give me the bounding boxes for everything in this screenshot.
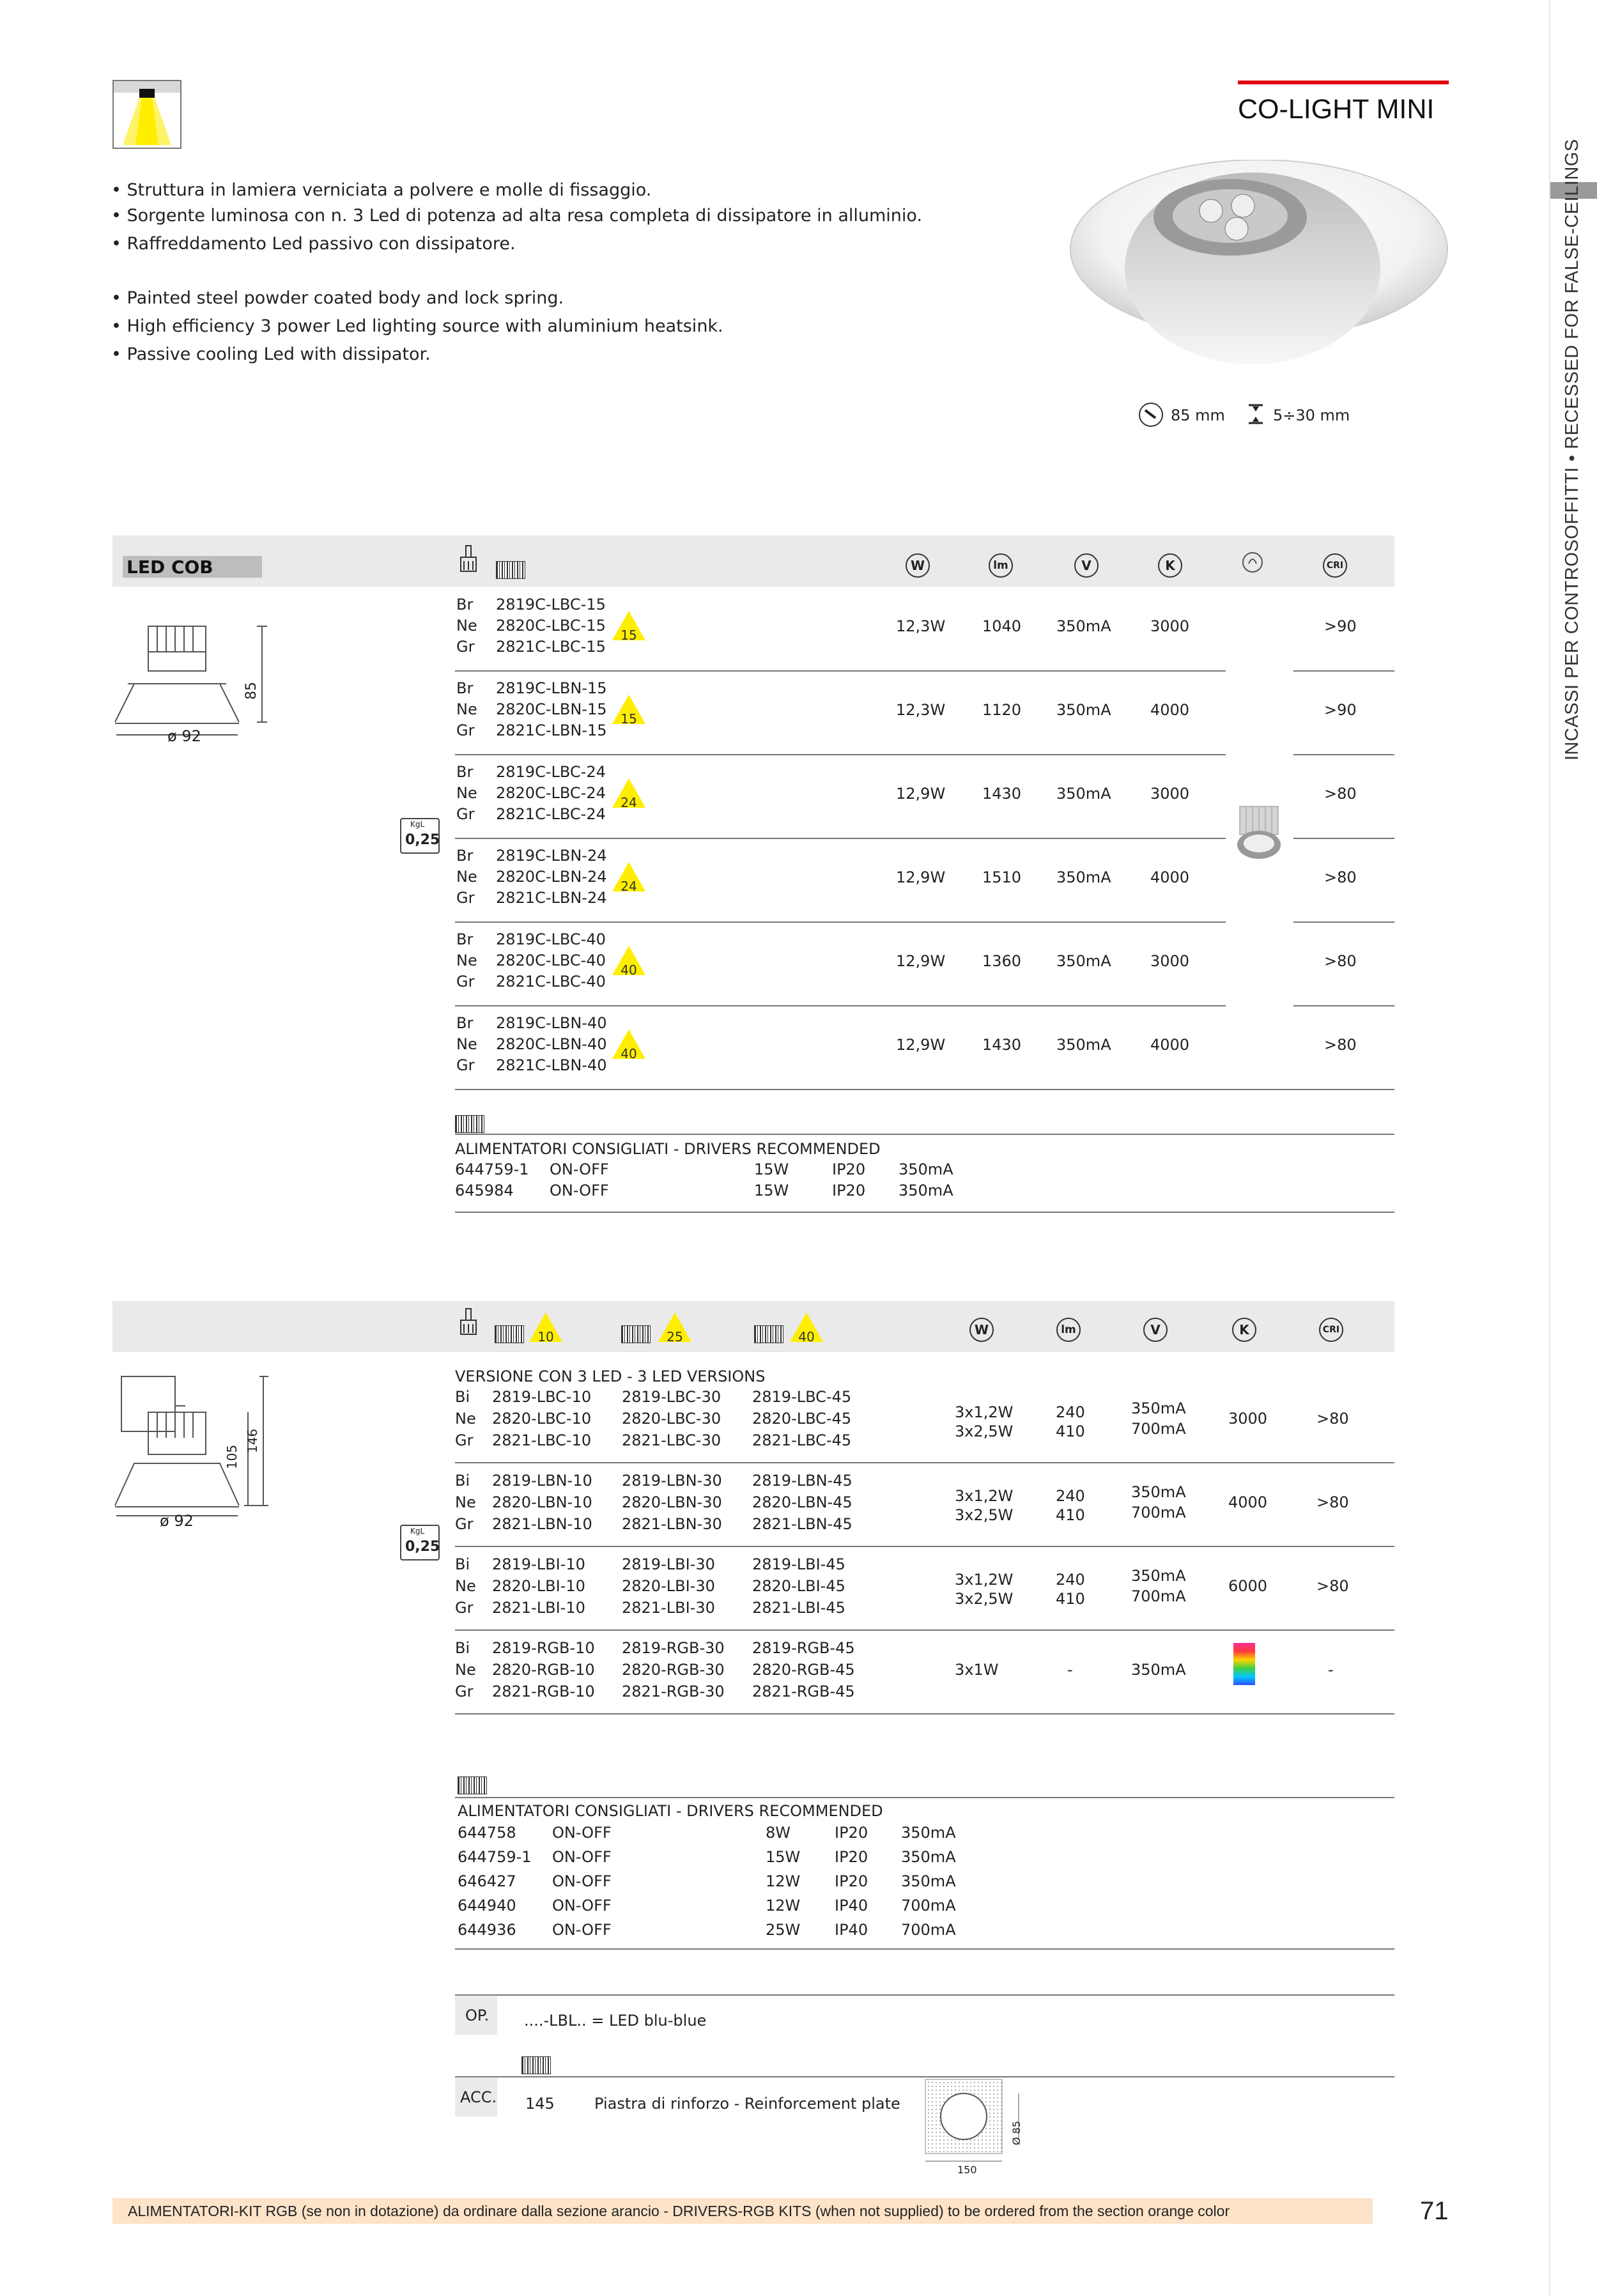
product-code: 2820-RGB-30 xyxy=(622,1661,725,1679)
product-code: 2819-LBN-45 xyxy=(752,1472,853,1490)
color-temp: 4000 xyxy=(1228,1493,1268,1511)
driver-cell: IP40 xyxy=(835,1897,868,1915)
product-code: 2819-RGB-45 xyxy=(752,1639,855,1657)
product-code: 2819-LBC-45 xyxy=(752,1388,852,1406)
product-code: 2821-RGB-45 xyxy=(752,1683,855,1700)
row-divider xyxy=(455,1546,1394,1547)
product-code: 2820-LBN-30 xyxy=(622,1493,722,1511)
driver-cell: 644759-1 xyxy=(455,1160,529,1178)
lumens: 1430 xyxy=(982,785,1022,803)
beam-label: 15 xyxy=(621,628,637,643)
product-code: 2820-LBC-45 xyxy=(752,1410,852,1428)
product-code: 2820C-LBC-24 xyxy=(496,784,606,802)
product-code: 2819-LBI-45 xyxy=(752,1555,845,1573)
finish-label: Br xyxy=(456,596,474,613)
product-code: 2821-RGB-10 xyxy=(492,1683,595,1700)
watt-icon: W xyxy=(969,1318,994,1342)
current: 350mA xyxy=(1056,617,1111,635)
finish-label: Bi xyxy=(455,1639,470,1657)
kelvin-icon: K xyxy=(1232,1318,1256,1342)
drawing1-height: 85 xyxy=(243,682,259,700)
cri-icon: CRI xyxy=(1323,553,1347,578)
current: 350mA xyxy=(1131,1567,1186,1585)
driver-cell: IP20 xyxy=(835,1848,868,1866)
finish-label: Gr xyxy=(455,1683,474,1700)
product-code: 2820-LBN-45 xyxy=(752,1493,853,1511)
lumens: 1120 xyxy=(982,701,1022,719)
cri-value: >80 xyxy=(1324,785,1357,803)
finish-label: Gr xyxy=(455,1431,474,1449)
wattage: 3x1,2W xyxy=(955,1487,1014,1505)
row-divider xyxy=(455,838,1226,839)
color-temp: 4000 xyxy=(1150,1036,1190,1054)
finish-label: Gr xyxy=(456,889,475,907)
driver-cell: 700mA xyxy=(901,1897,956,1915)
wattage: 3x1,2W xyxy=(955,1403,1014,1421)
row-divider xyxy=(455,1713,1394,1714)
product-code: 2819C-LBC-15 xyxy=(496,596,606,613)
row-divider xyxy=(1293,754,1394,755)
cri-value: >90 xyxy=(1324,617,1357,635)
accessories-label: ACC. xyxy=(460,2088,497,2106)
options-text: ....-LBL.. = LED blu-blue xyxy=(524,2012,707,2030)
cri-value: >80 xyxy=(1316,1577,1349,1595)
drivers-title-1: ALIMENTATORI CONSIGLIATI - DRIVERS RECOMMENDED xyxy=(455,1140,881,1158)
lumens: 410 xyxy=(1056,1590,1085,1608)
color-temp: 3000 xyxy=(1150,785,1190,803)
versions-title: VERSIONE CON 3 LED - 3 LED VERSIONS xyxy=(455,1368,766,1385)
cri-value: - xyxy=(1328,1661,1334,1679)
driver-cell: ON-OFF xyxy=(552,1897,612,1915)
driver-cell: ON-OFF xyxy=(552,1824,612,1842)
current: 350mA xyxy=(1056,701,1111,719)
product-code: 2821-RGB-30 xyxy=(622,1683,725,1700)
driver-cell: 350mA xyxy=(899,1160,953,1178)
product-code: 2820C-LBC-15 xyxy=(496,617,606,635)
product-code: 2821C-LBN-40 xyxy=(496,1056,607,1074)
lumens: 240 xyxy=(1056,1403,1085,1421)
lamp-icon xyxy=(459,1307,478,1337)
current: 350mA xyxy=(1056,785,1111,803)
product-code: 2819-RGB-10 xyxy=(492,1639,595,1657)
finish-label: Bi xyxy=(455,1472,470,1490)
current: 350mA xyxy=(1056,1036,1111,1054)
lumen-icon: lm xyxy=(989,553,1013,578)
weight-box-2: KgL 0,25 xyxy=(400,1525,440,1560)
row-divider xyxy=(1293,921,1394,923)
driver-cell: 15W xyxy=(754,1182,789,1199)
driver-cell: 644759-1 xyxy=(458,1848,532,1866)
color-temp: 6000 xyxy=(1228,1577,1268,1595)
hole-size: 85 mm xyxy=(1171,406,1225,424)
beam-label: 24 xyxy=(621,879,637,894)
color-temp: 3000 xyxy=(1150,952,1190,970)
product-code: 2819-LBN-30 xyxy=(622,1472,722,1490)
lumens: 410 xyxy=(1056,1506,1085,1524)
product-code: 2821C-LBC-40 xyxy=(496,973,606,990)
finish-label: Ne xyxy=(456,784,477,802)
product-code: 2819C-LBC-24 xyxy=(496,763,606,781)
product-code: 2821-LBC-45 xyxy=(752,1431,852,1449)
cri-value: >80 xyxy=(1324,952,1357,970)
driver-cell: 15W xyxy=(766,1848,801,1866)
lumens: 240 xyxy=(1056,1571,1085,1589)
driver-cell: ON-OFF xyxy=(550,1160,609,1178)
beam-label: 15 xyxy=(621,711,637,727)
finish-label: Ne xyxy=(455,1493,476,1511)
product-photo xyxy=(1061,160,1457,390)
driver-cell: IP20 xyxy=(835,1824,868,1842)
driver-cell: 645984 xyxy=(455,1182,514,1199)
finish-label: Gr xyxy=(456,721,475,739)
finish-label: Br xyxy=(456,930,474,948)
title-accent-line xyxy=(1238,81,1449,84)
finish-label: Br xyxy=(456,1014,474,1032)
driver-cell: 25W xyxy=(766,1921,801,1939)
driver-cell: 350mA xyxy=(901,1848,956,1866)
page-number: 71 xyxy=(1420,2197,1449,2225)
row-divider xyxy=(455,754,1226,755)
product-code: 2821C-LBC-15 xyxy=(496,638,606,656)
row-divider xyxy=(455,1630,1394,1631)
driver-cell: 700mA xyxy=(901,1921,956,1939)
row-divider xyxy=(1293,1005,1394,1006)
cri-value: >80 xyxy=(1324,868,1357,886)
driver-cell: IP20 xyxy=(832,1182,866,1199)
row-divider xyxy=(455,670,1226,672)
driver-cell: 644936 xyxy=(458,1921,516,1939)
current: 350mA xyxy=(1131,1483,1186,1501)
finish-label: Ne xyxy=(455,1410,476,1428)
color-temp: 3000 xyxy=(1150,617,1190,635)
current: 350mA xyxy=(1131,1661,1186,1679)
product-code: 2820-RGB-45 xyxy=(752,1661,855,1679)
finish-label: Gr xyxy=(455,1599,474,1617)
section-divider xyxy=(455,1089,1394,1090)
product-code: 2820C-LBC-40 xyxy=(496,952,606,969)
driver-cell: 644940 xyxy=(458,1897,516,1915)
volt-icon: V xyxy=(1074,553,1099,578)
product-code: 2821C-LBC-24 xyxy=(496,805,606,823)
product-code: 2820C-LBN-15 xyxy=(496,700,607,718)
cri-value: >80 xyxy=(1324,1036,1357,1054)
product-code: 2819-LBC-10 xyxy=(492,1388,592,1406)
wattage: 12,9W xyxy=(896,785,946,803)
product-code: 2819-LBC-30 xyxy=(622,1388,721,1406)
row-divider xyxy=(1293,670,1394,672)
barcode-icon xyxy=(455,1115,484,1133)
lamp-icon xyxy=(459,544,478,574)
driver-cell: 12W xyxy=(766,1897,801,1915)
finish-label: Ne xyxy=(456,617,477,635)
product-code: 2820C-LBN-40 xyxy=(496,1035,607,1053)
finish-label: Gr xyxy=(456,805,475,823)
wattage: 3x2,5W xyxy=(955,1506,1014,1524)
lumens: 1510 xyxy=(982,868,1022,886)
wattage: 12,3W xyxy=(896,617,946,635)
product-code: 2820-LBC-10 xyxy=(492,1410,592,1428)
color-temp: 4000 xyxy=(1150,868,1190,886)
finish-label: Br xyxy=(456,763,474,781)
driver-cell: ON-OFF xyxy=(552,1872,612,1890)
lumens: - xyxy=(1067,1661,1073,1679)
color-temp: 4000 xyxy=(1150,701,1190,719)
driver-cell: ON-OFF xyxy=(552,1921,612,1939)
feature-line: • Painted steel powder coated body and lock spring. xyxy=(111,288,564,308)
finish-label: Gr xyxy=(456,638,475,656)
thickness-range: 5÷30 mm xyxy=(1273,406,1350,424)
current: 350mA xyxy=(1056,868,1111,886)
product-code: 2820C-LBN-24 xyxy=(496,868,607,886)
wattage: 12,3W xyxy=(896,701,946,719)
driver-cell: 350mA xyxy=(901,1824,956,1842)
row-divider xyxy=(1293,838,1394,839)
barcode-icon xyxy=(754,1325,783,1343)
driver-cell: IP20 xyxy=(832,1160,866,1178)
divider xyxy=(455,1797,1394,1798)
product-code: 2821C-LBN-15 xyxy=(496,721,607,739)
product-code: 2821-LBC-10 xyxy=(492,1431,592,1449)
cri-value: >80 xyxy=(1316,1493,1349,1511)
finish-label: Gr xyxy=(455,1515,474,1533)
product-code: 2820-LBI-30 xyxy=(622,1577,715,1595)
product-code: 2821-LBI-10 xyxy=(492,1599,585,1617)
finish-label: Ne xyxy=(456,952,477,969)
divider xyxy=(455,1134,1394,1135)
footer-note: ALIMENTATORI-KIT RGB (se non in dotazione) da ordinare dalla sezione arancio - DRIVERS-RGB KITS (when not supplied) to be ordered from the section orange color xyxy=(128,2203,1230,2219)
section1-header-band xyxy=(112,535,1394,587)
finish-label: Gr xyxy=(456,1056,475,1074)
product-code: 2819C-LBC-40 xyxy=(496,930,606,948)
cri-value: >90 xyxy=(1324,701,1357,719)
lumens: 410 xyxy=(1056,1422,1085,1440)
color-temp: 3000 xyxy=(1228,1410,1268,1428)
thickness-icon xyxy=(1246,403,1265,426)
product-code: 2821-LBN-45 xyxy=(752,1515,853,1533)
current: 700mA xyxy=(1131,1504,1186,1522)
hole-size-icon xyxy=(1139,403,1163,427)
finish-label: Br xyxy=(456,679,474,697)
wattage: 3x1W xyxy=(955,1661,999,1679)
wattage: 3x1,2W xyxy=(955,1571,1014,1589)
wattage: 12,9W xyxy=(896,868,946,886)
beam-label: 10 xyxy=(537,1329,554,1344)
reinforcement-plate-drawing xyxy=(923,2077,1025,2169)
wattage: 3x2,5W xyxy=(955,1590,1014,1608)
downlight-icon xyxy=(112,80,181,149)
feature-line: • Struttura in lamiera verniciata a polvere e molle di fissaggio. xyxy=(111,180,652,200)
driver-cell: 15W xyxy=(754,1160,789,1178)
watt-icon: W xyxy=(906,553,930,578)
finish-label: Br xyxy=(456,847,474,865)
current: 700mA xyxy=(1131,1420,1186,1438)
driver-cell: 8W xyxy=(766,1824,791,1842)
cri-value: >80 xyxy=(1316,1410,1349,1428)
current: 700mA xyxy=(1131,1587,1186,1605)
drawing2-diameter: ø 92 xyxy=(160,1512,194,1530)
beam-label: 24 xyxy=(621,795,637,810)
plate-width: 150 xyxy=(957,2164,977,2176)
finish-label: Ne xyxy=(456,1035,477,1053)
product-code: 2819-LBI-30 xyxy=(622,1555,715,1573)
options-label: OP. xyxy=(465,2007,490,2024)
finish-label: Ne xyxy=(455,1577,476,1595)
divider xyxy=(455,1948,1394,1950)
finish-label: Ne xyxy=(455,1661,476,1679)
accessory-description: Piastra di rinforzo - Reinforcement plate xyxy=(594,2095,900,2113)
barcode-icon xyxy=(621,1325,651,1343)
driver-cell: ON-OFF xyxy=(552,1848,612,1866)
product-code: 2820-LBI-10 xyxy=(492,1577,585,1595)
finish-label: Bi xyxy=(455,1555,470,1573)
product-code: 2821C-LBN-24 xyxy=(496,889,607,907)
driver-cell: IP40 xyxy=(835,1921,868,1939)
lumen-icon: lm xyxy=(1056,1318,1081,1342)
drawing2-height-outer: 146 xyxy=(245,1428,261,1454)
beam-label: 25 xyxy=(667,1329,683,1344)
plate-hole: Ø 85 xyxy=(1010,2120,1023,2146)
section1-label: LED COB xyxy=(127,557,213,578)
feature-line: • Passive cooling Led with dissipator. xyxy=(111,344,431,364)
row-divider xyxy=(455,1005,1226,1006)
finish-label: Bi xyxy=(455,1388,470,1406)
driver-cell: 644758 xyxy=(458,1824,516,1842)
divider xyxy=(455,1212,1394,1213)
driver-cell: 12W xyxy=(766,1872,801,1890)
drawing2-height-inner: 105 xyxy=(224,1444,240,1470)
row-divider xyxy=(455,921,1226,923)
rgb-swatch xyxy=(1233,1643,1255,1685)
product-code: 2820-RGB-10 xyxy=(492,1661,595,1679)
product-code: 2820-LBI-45 xyxy=(752,1577,845,1595)
product-code: 2819C-LBN-24 xyxy=(496,847,607,865)
page-title: CO-LIGHT MINI xyxy=(1238,94,1435,125)
beam-label: 40 xyxy=(621,962,637,978)
led-module-photo xyxy=(1233,804,1285,861)
bulb-icon xyxy=(1241,551,1264,576)
product-code: 2820-LBN-10 xyxy=(492,1493,592,1511)
row-divider xyxy=(455,1462,1394,1463)
current: 350mA xyxy=(1131,1399,1186,1417)
product-code: 2819C-LBN-15 xyxy=(496,679,607,697)
wattage: 3x2,5W xyxy=(955,1422,1014,1440)
kelvin-icon: K xyxy=(1158,553,1182,578)
driver-cell: ON-OFF xyxy=(550,1182,609,1199)
finish-label: Gr xyxy=(456,973,475,990)
sidebar-divider xyxy=(1549,0,1550,2296)
barcode-icon xyxy=(458,1776,487,1794)
lumens: 240 xyxy=(1056,1487,1085,1505)
beam-label: 40 xyxy=(621,1046,637,1061)
driver-cell: 350mA xyxy=(899,1182,953,1199)
barcode-icon xyxy=(521,2056,551,2074)
barcode-icon xyxy=(496,561,525,579)
volt-icon: V xyxy=(1143,1318,1168,1342)
product-code: 2821-LBI-45 xyxy=(752,1599,845,1617)
drawing1-diameter: ø 92 xyxy=(167,727,201,745)
feature-line: • Raffreddamento Led passivo con dissipatore. xyxy=(111,234,516,254)
driver-cell: 350mA xyxy=(901,1872,956,1890)
section2-header-band xyxy=(112,1301,1394,1352)
current: 350mA xyxy=(1056,952,1111,970)
product-code: 2819-LBN-10 xyxy=(492,1472,592,1490)
wattage: 12,9W xyxy=(896,952,946,970)
product-code: 2820-LBC-30 xyxy=(622,1410,721,1428)
cri-icon: CRI xyxy=(1319,1318,1343,1342)
product-code: 2821-LBC-30 xyxy=(622,1431,721,1449)
driver-cell: IP20 xyxy=(835,1872,868,1890)
weight-box-1: KgL 0,25 xyxy=(400,818,440,854)
divider xyxy=(455,1994,1394,1996)
beam-label: 40 xyxy=(798,1329,815,1344)
feature-line: • High efficiency 3 power Led lighting source with aluminium heatsink. xyxy=(111,316,723,336)
barcode-icon xyxy=(495,1325,524,1343)
wattage: 12,9W xyxy=(896,1036,946,1054)
product-code: 2819-LBI-10 xyxy=(492,1555,585,1573)
product-code: 2819C-LBN-40 xyxy=(496,1014,607,1032)
finish-label: Ne xyxy=(456,868,477,886)
drivers-title-2: ALIMENTATORI CONSIGLIATI - DRIVERS RECOMMENDED xyxy=(458,1802,883,1820)
lumens: 1360 xyxy=(982,952,1022,970)
feature-line: • Sorgente luminosa con n. 3 Led di potenza ad alta resa completa di dissipatore in alluminio. xyxy=(111,206,923,226)
finish-label: Ne xyxy=(456,700,477,718)
accessory-code: 145 xyxy=(525,2095,555,2113)
lumens: 1430 xyxy=(982,1036,1022,1054)
product-code: 2821-LBN-10 xyxy=(492,1515,592,1533)
lumens: 1040 xyxy=(982,617,1022,635)
product-code: 2821-LBN-30 xyxy=(622,1515,722,1533)
product-code: 2821-LBI-30 xyxy=(622,1599,715,1617)
product-code: 2819-RGB-30 xyxy=(622,1639,725,1657)
driver-cell: 646427 xyxy=(458,1872,516,1890)
